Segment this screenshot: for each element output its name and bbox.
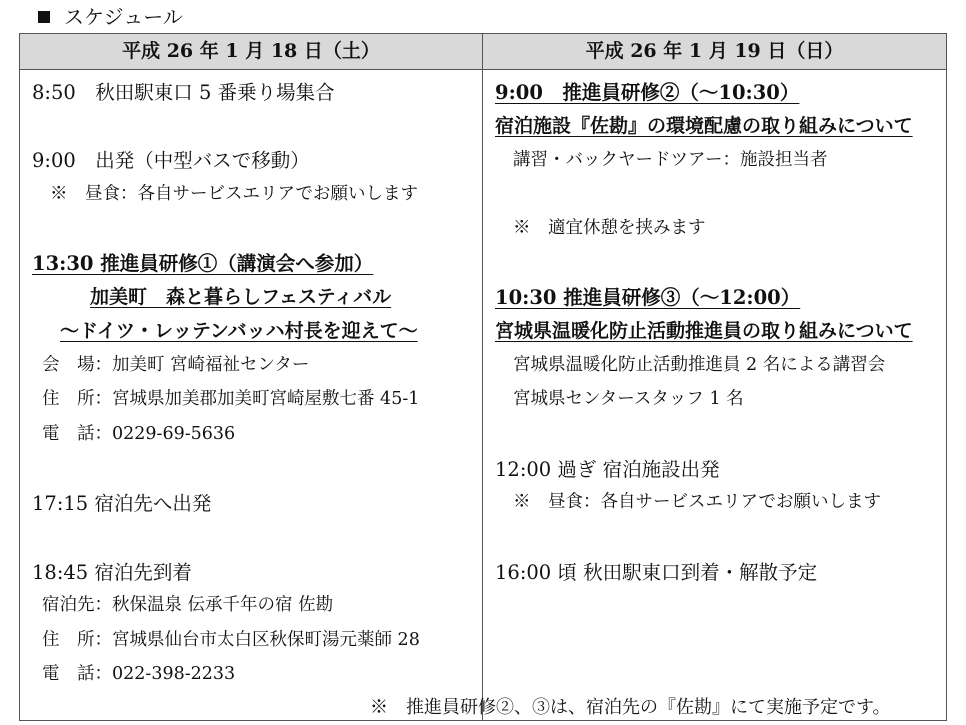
footnote: ※ 推進員研修②、③は、宿泊先の『佐勘』にて実施予定です。 xyxy=(370,697,891,718)
table-body-row xyxy=(20,70,947,721)
day1-item: 9:00 出発（中型バスで移動） xyxy=(32,149,310,172)
day1-lodging-phone: 電 話：022-398-2233 xyxy=(42,664,236,684)
section-heading-text: スケジュール xyxy=(64,5,183,29)
day1-header: 平成 26 年 1 月 18 日（土） xyxy=(20,34,483,70)
table-header-row xyxy=(20,34,947,70)
day1-address: 住 所：宮城県加美郡加美町宮崎屋敷七番 45-1 xyxy=(42,389,420,409)
schedule-table xyxy=(19,33,947,721)
day2-detail: 宮城県温暖化防止活動推進員 2 名による講習会 xyxy=(513,355,886,375)
day2-session-topic: 宮城県温暖化防止活動推進員の取り組みについて xyxy=(495,320,913,342)
day1-lodging-address: 住 所：宮城県仙台市太白区秋保町湯元薬師 28 xyxy=(42,630,420,650)
day2-column xyxy=(483,70,947,721)
day1-item: 8:50 秋田駅東口 5 番乗り場集合 xyxy=(32,81,335,104)
day1-item: 17:15 宿泊先へ出発 xyxy=(32,492,212,515)
day1-venue: 会 場：加美町 宮崎福祉センター xyxy=(42,355,310,375)
section-heading xyxy=(38,3,183,31)
day2-note: ※ 昼食：各自サービスエリアでお願いします xyxy=(513,492,882,512)
day2-detail: 講習・バックヤードツアー：施設担当者 xyxy=(513,150,828,170)
day1-item: 18:45 宿泊先到着 xyxy=(32,561,192,584)
day2-item: 16:00 頃 秋田駅東口到着・解散予定 xyxy=(495,561,818,584)
day2-session-title: 9:00 推進員研修②（～10:30） xyxy=(495,81,800,104)
black-square-icon xyxy=(38,11,50,23)
day1-lodging: 宿泊先：秋保温泉 伝承千年の宿 佐勘 xyxy=(42,595,334,615)
day2-detail: 宮城県センタースタッフ 1 名 xyxy=(513,389,744,409)
day1-session-title: 13:30 推進員研修①（講演会へ参加） xyxy=(32,252,374,275)
day1-column xyxy=(20,70,483,721)
day1-event-name: 加美町 森と暮らしフェスティバル xyxy=(90,286,392,308)
day2-header: 平成 26 年 1 月 19 日（日） xyxy=(483,34,947,70)
day2-session-topic: 宿泊施設『佐勘』の環境配慮の取り組みについて xyxy=(495,115,913,137)
day2-note: ※ 適宜休憩を挟みます xyxy=(513,218,706,238)
day2-item: 12:00 過ぎ 宿泊施設出発 xyxy=(495,458,720,481)
day2-session-title: 10:30 推進員研修③（～12:00） xyxy=(495,286,801,309)
day1-event-subtitle: ～ドイツ・レッテンバッハ村長を迎えて～ xyxy=(60,320,418,342)
day1-phone: 電 話：0229-69-5636 xyxy=(42,424,236,444)
day1-note: ※ 昼食：各自サービスエリアでお願いします xyxy=(50,184,419,204)
